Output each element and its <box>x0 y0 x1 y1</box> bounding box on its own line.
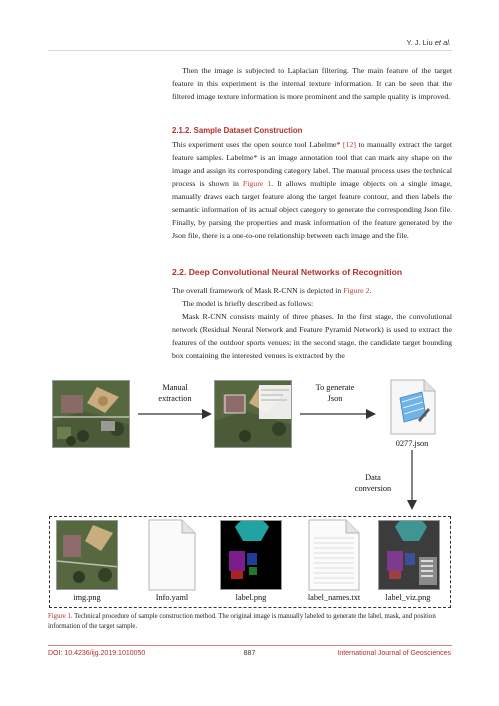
json-file-name: 0277.json <box>395 439 429 448</box>
section-heading-2-2: 2.2. Deep Convolutional Neural Networks of Recognition <box>172 267 403 277</box>
output-label-viz-thumbnail <box>378 520 440 590</box>
citation-link[interactable]: [12] <box>342 140 356 149</box>
output-name-3: label_names.txt <box>307 593 361 602</box>
footer-journal[interactable]: International Journal of Geosciences <box>337 650 451 657</box>
footer-doi[interactable]: DOI: 10.4236/ijg.2019.1010050 <box>48 650 146 657</box>
output-label-thumbnail <box>220 520 282 590</box>
footer-page-number: 887 <box>243 650 256 657</box>
output-name-0: img.png <box>73 593 101 602</box>
yaml-file-icon <box>146 518 198 592</box>
figure-1-caption <box>48 612 452 632</box>
output-name-2: label.png <box>235 593 267 602</box>
header-rule <box>48 50 452 51</box>
extracted-aerial-image <box>214 380 292 448</box>
running-etal: et al. <box>434 38 451 47</box>
intro-text: Then the image is subjected to Laplacian filtering. The main feature of the target feature in this experiment is the internal texture information. It can be seen that the filtered image texture information is more prominent and the sample quality is improved. <box>172 66 452 101</box>
section-2-2-p2: The model is briefly described as follows: <box>182 299 314 308</box>
source-aerial-image <box>52 380 130 448</box>
running-author: Y. J. Liu <box>406 38 433 47</box>
intro-paragraph <box>172 64 452 103</box>
manual-extraction-label: Manual extraction <box>158 383 192 403</box>
to-generate-json-label: To generate Json <box>315 383 355 403</box>
json-file-icon <box>388 378 438 436</box>
text-file-icon <box>306 518 362 592</box>
caption-figure-number: Figure 1. <box>48 613 73 620</box>
data-conversion-label: Data conversion <box>354 473 392 493</box>
section-2-1-2-paragraph: This experiment uses the open source tool Labelme* [12] to manually extract the target feature samples. Labelme* is an image annotation tool that can mark any shape on the image and assign its corresponding category label. The manual process uses the technical process is shown in Figure 1. It allows multiple image objects on a single image, manually draws each target feature along the target feature contour, and then labels the semantic information of its actual object category to generate the corresponding Json file. Finally, by parsing the properties and mask information of the feature generated by the Json file, there is a one-to-one relationship between each image and the file. <box>172 140 452 240</box>
section-2-1-2-body <box>172 138 452 242</box>
section-2-2-p1: The overall framework of Mask R-CNN is depicted in Figure 2. <box>172 286 372 295</box>
arrow-right-icon <box>138 408 212 420</box>
section-2-2-p3: Mask R-CNN consists mainly of three phases. In the first stage, the convolutional network (Residual Neural Network and Feature Pyramid Network) is used to extract the features of the outdoor sports venues; in the second stage, the candidate target bounding box containing the interested venues is extracted by the <box>172 312 452 360</box>
section-2-2-body <box>172 284 452 362</box>
output-img-thumbnail <box>56 520 118 590</box>
section-heading-2-1-2: 2.1.2. Sample Dataset Construction <box>172 126 303 135</box>
figure-1-link[interactable]: Figure 1 <box>242 179 272 188</box>
output-name-4: label_viz.png <box>385 593 431 602</box>
footer-rule <box>48 645 452 646</box>
caption-text: Technical procedure of sample construction method. The original image is manually labeled to generate the label, mask, and position information of the target sample. <box>48 613 436 630</box>
output-name-1: Info.yaml <box>155 593 189 602</box>
arrow-right-icon <box>300 408 376 420</box>
running-header <box>407 38 452 47</box>
arrow-down-icon <box>405 450 419 510</box>
figure-2-link[interactable]: Figure 2 <box>343 286 370 295</box>
